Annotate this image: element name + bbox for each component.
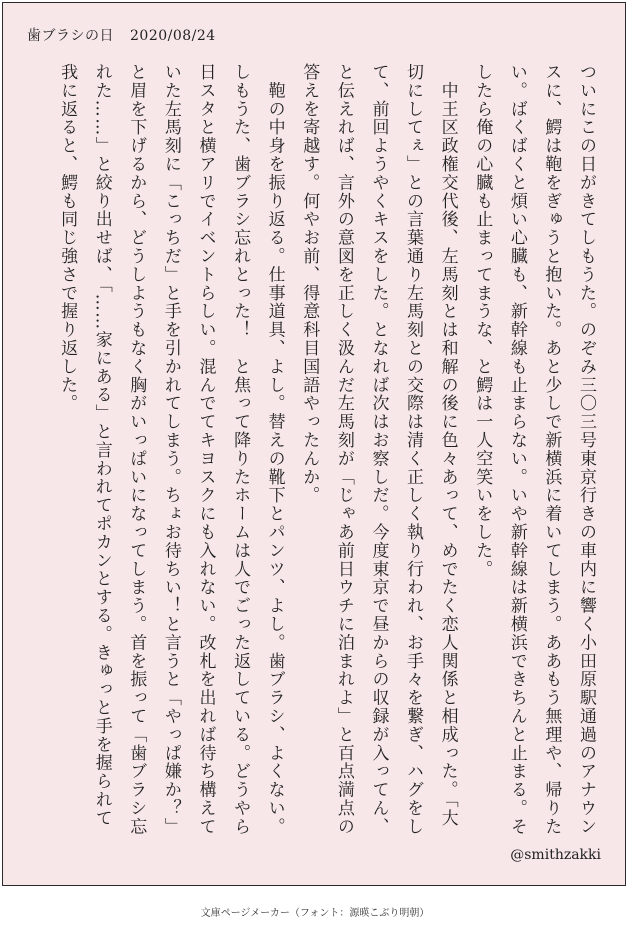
generator-credit: 文庫ページメーカー（フォント：源暎こぶり明朝） — [200, 908, 430, 919]
author-handle: @smithzakki — [510, 847, 601, 863]
document-page — [2, 2, 626, 886]
page-title: 歯ブラシの日 — [27, 28, 114, 44]
post-date: 2020/08/24 — [130, 28, 216, 44]
page-header — [27, 25, 216, 45]
vertical-body-text: ついにこの日がきてしもうた。のぞみ三〇三号東京行きの車内に響く小田原駅通過のアナウンスに、鰐は鞄をぎゅうと抱いた。あと少しで新横浜に着いてしまう。ああもう無理や、帰りたい。ばくばくと煩い心臓も、新幹線も止まらない。いや新幹線は新横浜できちんと止まる。そしたら俺の心臓も止まってまうな、と鰐は一人空笑いをした。 中王区政権交代後、左馬刻とは和解の後に色々あって、めでたく恋人関係と相成った。「大切にしてぇ」との言葉通り左馬刻との交際は清く正しく執り行われ、お手々を繋ぎ、ハグをして、前回ようやくキスをした。となれば次はお察しだ。今度東京で昼からの収録が入ってん、と伝えれば、言外の意図を正しく汲んだ左馬刻が「じゃあ前日ウチに泊まれよ」と百点満点の答えを寄越す。何やお前、得意科目国語やったんか。 鞄の中身を振り返る。仕事道具、よし。替えの靴下とパンツ、よし。歯ブラシ、よくない。しもうた、歯ブラシ忘れとった！ と焦って降りたホームは人でごった返している。どうやら日スタと横アリでイベントらしい。混んでてキヨスクにも入れない。改札を出れば待ち構えていた左馬刻に「こっちだ」と手を引かれてしまう。ちょお待ちい！と言うと「やっぱ嫌か？」と眉を下げるから、どうしようもなく胸がいっぱいになってしまう。首を振って「歯ブラシ忘れた……」と絞り出せば、「……家にある」と言われてポカンとする。きゅっと手を握られて我に返ると、鰐も同じ強さで握り返した。 — [57, 63, 596, 836]
